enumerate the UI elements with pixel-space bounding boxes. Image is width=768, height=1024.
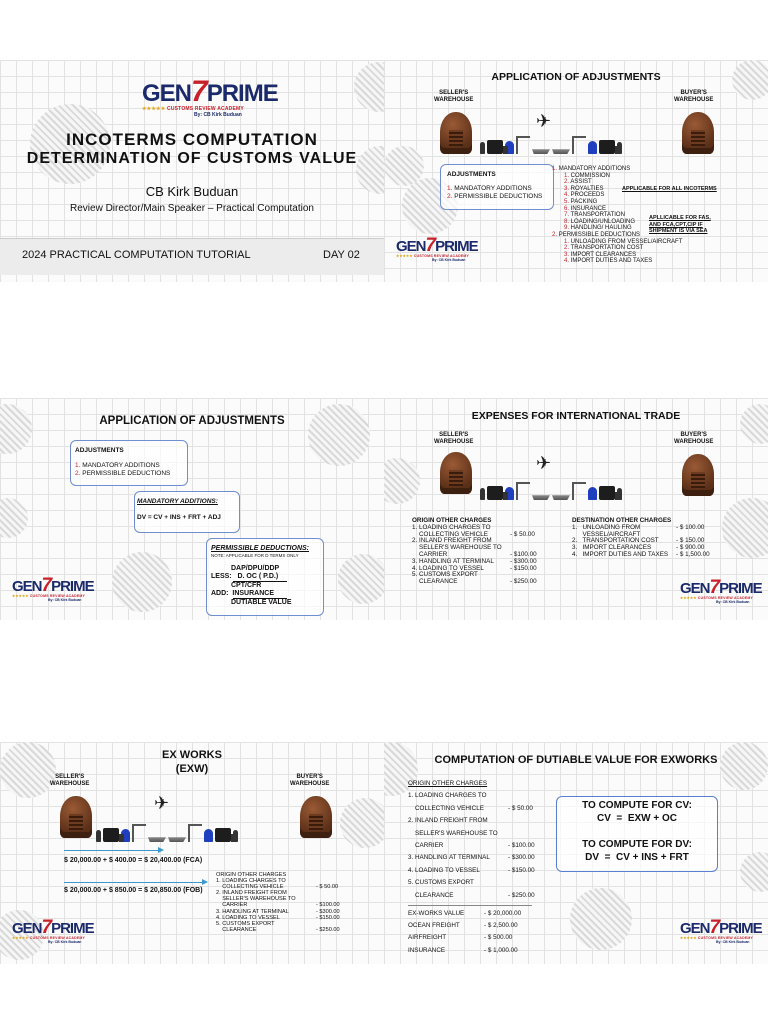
slide1-title-line2: DETERMINATION OF CUSTOMS VALUE	[26, 150, 358, 167]
charge-label: 4. LOADING TO VESSEL	[412, 564, 484, 572]
adjustments-box	[440, 164, 554, 210]
origin-heading: ORIGIN OTHER CHARGES	[408, 780, 488, 787]
seller-warehouse-label: SELLER'S WAREHOUSE	[434, 432, 474, 445]
airplane-icon: ✈	[536, 111, 552, 131]
ship-icon	[532, 492, 550, 500]
decor-circle	[570, 888, 632, 950]
crane-icon	[188, 824, 202, 842]
fob-computation: $ 20,000.00 + $ 850.00 = $ 20,850.00 (FOB)	[64, 887, 203, 894]
list-item: 4. PROCEEDS	[564, 192, 605, 199]
perm-line: LESS: D. OC ( P.D.)	[211, 573, 279, 580]
list-item: 3. IMPORT CLEARANCES	[564, 251, 637, 258]
brand-logo: GEN7PRIME ★★★★★ CUSTOMS REVIEW ACADEMY By: CB Kirk Buduan	[680, 577, 762, 604]
charge-value	[508, 828, 552, 840]
charge-row	[408, 932, 540, 944]
charge-label: OCEAN FREIGHT	[408, 922, 460, 930]
logistics-chain-icons	[480, 136, 622, 154]
person-icon	[480, 142, 485, 154]
decor-circle	[384, 458, 420, 504]
charge-value	[508, 815, 552, 827]
charge-value: - $ 100.00	[676, 523, 705, 531]
dv-formula: DV = CV + INS + FRT + ADJ	[137, 514, 221, 521]
destination-heading: DESTINATION OTHER CHARGES	[572, 517, 672, 524]
permissible-note: NOTE: APPLICABLE FOR D TERMS ONLY	[211, 553, 299, 558]
charge-label: EX-WORKS VALUE	[408, 910, 465, 917]
charge-label: 2. TRANSPORTATION COST	[572, 537, 659, 545]
list-item: 6. INSURANCE	[564, 205, 607, 212]
fca-arrow-head	[158, 847, 164, 853]
charge-value: - $250.00	[510, 578, 537, 586]
charge-value: - $ 2,500.00	[484, 922, 518, 930]
charge-label: 1. LOADING CHARGES TO	[412, 523, 491, 531]
fca-arrow	[64, 850, 160, 851]
charge-value: - $ 1,500.00	[676, 550, 710, 558]
charge-value: - $150.00	[508, 866, 535, 874]
charge-value: - $ 50.00	[316, 884, 339, 891]
charge-value: - $300.00	[508, 854, 535, 862]
list-item: 1. COMMISSION	[564, 172, 611, 179]
seller-warehouse-icon	[440, 452, 472, 494]
crane-icon	[132, 824, 146, 842]
person-icon	[96, 830, 101, 842]
charge-value: - $ 20,000.00	[484, 910, 522, 917]
charge-label: SELLER'S WAREHOUSE TO	[408, 829, 498, 837]
charge-row	[572, 552, 732, 559]
charge-row	[408, 790, 552, 802]
charge-row	[408, 890, 552, 902]
charge-value: - $ 50.00	[508, 804, 533, 812]
origin-heading: ORIGIN OTHER CHARGES	[412, 517, 492, 524]
charge-row	[408, 877, 552, 889]
decor-circle	[308, 404, 370, 466]
truck-icon	[599, 140, 615, 154]
charge-label: AIRFREIGHT	[408, 934, 447, 942]
slide-title	[0, 60, 384, 282]
dv-formula: DV = CV + INS + FRT	[585, 852, 689, 863]
charge-label: 3. HANDLING AT TERMINAL	[412, 557, 494, 565]
charge-label: SELLER'S WAREHOUSE TO	[216, 896, 296, 903]
charge-value: - $250.00	[508, 891, 535, 899]
slide6-title: COMPUTATION OF DUTIABLE VALUE FOR EXWORKS	[434, 754, 718, 766]
person-icon	[480, 488, 485, 500]
decor-circle	[740, 852, 768, 892]
decor-circle	[338, 554, 384, 604]
crane-icon	[516, 482, 530, 500]
slide4-title: EXPENSES FOR INTERNATIONAL TRADE	[471, 410, 681, 422]
mandatory-heading: MANDATORY ADDITIONS:	[137, 498, 218, 505]
crane-icon	[572, 136, 586, 154]
charge-value: - $ 900.00	[676, 544, 705, 552]
list-item: 2. TRANSPORTATION COST	[564, 245, 644, 252]
charge-value: - $100.00	[508, 842, 535, 850]
origin-heading: ORIGIN OTHER CHARGES	[216, 872, 287, 878]
charge-value	[508, 790, 552, 802]
charge-value: - $150.00	[316, 914, 340, 921]
charge-label: SELLER'S WAREHOUSE TO	[412, 544, 502, 552]
perm-line: DAP/DPU/DDP	[231, 565, 280, 572]
brand-logo: GEN7PRIME ★★★★★ CUSTOMS REVIEW ACADEMY By: CB Kirk Buduan	[396, 235, 478, 262]
charge-label: COLLECTING VEHICLE	[216, 884, 284, 891]
adjustments-list: 1. MANDATORY ADDITIONS 2. PERMISSIBLE DEDUCTIONS	[75, 462, 171, 477]
worker-icon	[204, 829, 213, 842]
charge-label: 1. LOADING CHARGES TO	[216, 878, 286, 885]
charge-label: CLEARANCE	[408, 891, 454, 899]
note-all-incoterms: APPLICABLE FOR ALL INCOTERMS	[622, 186, 717, 192]
seller-warehouse-icon	[440, 112, 472, 154]
truck-icon	[487, 140, 503, 154]
fca-computation: $ 20,000.00 + $ 400.00 = $ 20,400.00 (FCA)	[64, 857, 203, 864]
values-rule	[408, 905, 532, 906]
slide-adjustments-overview	[384, 60, 768, 282]
charge-label: 3. IMPORT CLEARANCES	[572, 544, 652, 552]
slide-expenses	[384, 398, 768, 620]
adjustments-list: 1. MANDATORY ADDITIONS 2. PERMISSIBLE DEDUCTIONS	[447, 185, 543, 200]
adjustments-detail-list: 1. MANDATORY ADDITIONS 1. COMMISSION 2. ASSIST 3. ROYALTIES 4. PROCEEDS 5. PACKING 6. INSURANCE 7. TRANSPORTATION 8. LOADING/UNLOADING 9. HANDLING/ HAULING 2. PERMISSIBLE DEDUCTIONS 1. UNLOADING FROM VESSEL/AIRCRAFT 2. TRANSPORTATION COST 3. IMPORT CLEARANCES 4. IMPORT DUTIES AND TAXES	[552, 166, 683, 265]
list-item: 8. LOADING/UNLOADING	[564, 218, 636, 225]
crane-icon	[516, 136, 530, 154]
charge-value: - $ 50.00	[510, 530, 535, 538]
airplane-icon: ✈	[536, 453, 552, 473]
slide5-title-line1: EX WORKS	[162, 749, 222, 761]
charge-label: 3. HANDLING AT TERMINAL	[216, 908, 289, 915]
buyer-warehouse-icon	[300, 796, 332, 838]
worker-icon	[588, 141, 597, 154]
charge-value	[510, 538, 550, 545]
mandatory-additions-box	[134, 491, 240, 533]
charge-row	[408, 828, 552, 840]
charge-label: INSURANCE	[408, 946, 446, 954]
logistics-chain-icons	[96, 824, 238, 842]
charge-value: - $250.00	[316, 926, 340, 933]
list-item: 5. PACKING	[564, 198, 598, 205]
cv-heading: TO COMPUTE FOR CV:	[582, 800, 692, 811]
truck-icon	[599, 486, 615, 500]
charge-value: - $ 1,000.00	[484, 946, 518, 954]
charge-row	[216, 927, 354, 933]
origin-charges	[216, 872, 354, 933]
formula-box	[556, 796, 718, 872]
truck-icon	[103, 828, 119, 842]
list-item: 7. TRANSPORTATION	[564, 212, 625, 219]
decor-circle	[354, 62, 384, 112]
logistics-chain-icons	[480, 482, 622, 500]
adjustments-box	[70, 440, 188, 486]
charge-label: 3. HANDLING AT TERMINAL	[408, 854, 490, 862]
list-item: 2. ASSIST	[564, 179, 592, 186]
charge-value: - $300.00	[510, 557, 537, 565]
slide-adjustments-formulas	[0, 398, 384, 620]
seller-warehouse-icon	[60, 796, 92, 838]
perm-line: CPT/CFR	[231, 582, 262, 589]
charge-label: 5. CUSTOMS EXPORT	[412, 571, 478, 579]
buyer-warehouse-label: BUYER'S WAREHOUSE	[674, 90, 714, 103]
seller-warehouse-label: SELLER'S WAREHOUSE	[434, 90, 474, 103]
charge-label: 4. LOADING TO VESSEL	[408, 866, 480, 874]
decor-circle	[0, 498, 28, 538]
slide1-title-line1: INCOTERMS COMPUTATION	[66, 130, 318, 149]
charge-label: 1. UNLOADING FROM	[572, 523, 641, 531]
speaker-name: CB Kirk Buduan	[145, 184, 239, 199]
perm-line: ADD: INSURANCE	[211, 590, 274, 597]
charge-value: - $ 150.00	[676, 537, 705, 545]
list-item: 4. IMPORT DUTIES AND TAXES	[564, 258, 653, 265]
charge-label: 2. INLAND FREIGHT FROM	[408, 817, 488, 825]
fob-arrow	[64, 882, 204, 883]
truck-icon	[487, 486, 503, 500]
charge-label: 5. CUSTOMS EXPORT	[408, 879, 474, 887]
charge-label: VESSEL/AIRCRAFT	[572, 530, 641, 538]
note-fas-fca: APLLICABLE FOR FAS, AND FCA,CPT,CIP IF SHIPMENT IS VIA SEA	[649, 215, 711, 234]
charge-value: - $300.00	[316, 908, 340, 915]
charge-row	[408, 815, 552, 827]
list-item: 1. UNLOADING FROM VESSEL/AIRCRAFT	[564, 238, 683, 245]
ship-icon	[552, 146, 570, 154]
permissible-deductions-box	[206, 538, 324, 616]
slide-dv-computation	[384, 742, 768, 964]
truck-icon	[215, 828, 231, 842]
tutorial-label: 2024 PRACTICAL COMPUTATION TUTORIAL	[22, 249, 251, 261]
charge-label: CARRIER	[408, 842, 444, 850]
speaker-role: Review Director/Main Speaker – Practical Computation	[70, 203, 314, 214]
charge-label: COLLECTING VEHICLE	[412, 530, 488, 538]
brand-logo: GEN7PRIME ★★★★★ CUSTOMS REVIEW ACADEMY By: CB Kirk Buduan	[142, 75, 278, 118]
slide2-title: APPLICATION OF ADJUSTMENTS	[491, 71, 661, 83]
destination-charges	[572, 518, 732, 559]
crane-icon	[572, 482, 586, 500]
charge-label: CLEARANCE	[216, 926, 257, 933]
charge-row	[408, 840, 552, 852]
adjustments-heading: ADJUSTMENTS	[447, 171, 496, 178]
charge-label: 1. LOADING CHARGES TO	[408, 792, 487, 800]
dv-heading: TO COMPUTE FOR DV:	[582, 839, 692, 850]
charge-value: - $100.00	[510, 550, 537, 558]
slide-exworks	[0, 742, 384, 964]
charge-row	[408, 803, 552, 815]
given-values	[408, 908, 540, 957]
slide5-title-line2: (EXW)	[175, 763, 209, 775]
charge-row	[408, 908, 540, 920]
charge-label: CARRIER	[412, 550, 448, 558]
ship-icon	[168, 834, 186, 842]
list-item: 3. ROYALTIES	[564, 185, 604, 192]
charge-label: 2. INLAND FREIGHT FROM	[412, 537, 492, 545]
decor-circle	[340, 798, 384, 848]
day-label: DAY 02	[323, 249, 360, 261]
decor-circle	[0, 404, 32, 454]
cv-formula: CV = EXW + OC	[596, 813, 678, 824]
brand-logo: GEN7PRIME ★★★★★ CUSTOMS REVIEW ACADEMY By: CB Kirk Buduan	[680, 917, 762, 944]
charge-row	[408, 865, 552, 877]
brand-logo: GEN7PRIME ★★★★★ CUSTOMS REVIEW ACADEMY By: CB Kirk Buduan	[12, 917, 94, 944]
charge-row	[408, 852, 552, 864]
perm-line: DUTIABLE VALUE	[231, 599, 292, 606]
buyer-warehouse-label: BUYER'S WAREHOUSE	[674, 432, 714, 445]
brand-logo: GEN7PRIME ★★★★★ CUSTOMS REVIEW ACADEMY By: CB Kirk Buduan	[12, 575, 94, 602]
list-item: 9. HANDLING/ HAULING	[564, 225, 632, 232]
origin-charges	[412, 518, 550, 586]
buyer-warehouse-icon	[682, 454, 714, 496]
decor-circle	[720, 742, 768, 790]
ship-icon	[552, 492, 570, 500]
fob-arrow-head	[202, 879, 208, 885]
charge-value: - $100.00	[316, 902, 340, 909]
charge-value: - $ 500.00	[484, 934, 513, 942]
charge-value: - $150.00	[510, 564, 537, 572]
charge-value	[508, 877, 552, 889]
charge-label: CLEARANCE	[412, 578, 458, 586]
charge-label: COLLECTING VEHICLE	[408, 804, 484, 812]
origin-charges	[408, 778, 552, 902]
charge-label: 4. LOADING TO VESSEL	[216, 914, 280, 921]
charge-row	[408, 945, 540, 957]
slide3-title: APPLICATION OF ADJUSTMENTS	[99, 415, 285, 427]
seller-warehouse-label: SELLER'S WAREHOUSE	[50, 774, 90, 787]
charge-label: 4. IMPORT DUTIES AND TAXES	[572, 550, 669, 558]
charge-row	[408, 920, 540, 932]
charge-label: CARRIER	[216, 902, 248, 909]
charge-label: 5. CUSTOMS EXPORT	[216, 920, 275, 927]
buyer-warehouse-icon	[682, 112, 714, 154]
buyer-warehouse-label: BUYER'S WAREHOUSE	[290, 774, 330, 787]
adjustments-heading: ADJUSTMENTS	[75, 447, 124, 454]
ship-icon	[148, 834, 166, 842]
charge-row	[412, 579, 550, 586]
charge-label: 2. INLAND FREIGHT FROM	[216, 890, 287, 897]
ship-icon	[532, 146, 550, 154]
permissible-heading: PERMISSIBLE DEDUCTIONS:	[211, 545, 310, 552]
airplane-icon: ✈	[154, 793, 170, 813]
worker-icon	[588, 487, 597, 500]
